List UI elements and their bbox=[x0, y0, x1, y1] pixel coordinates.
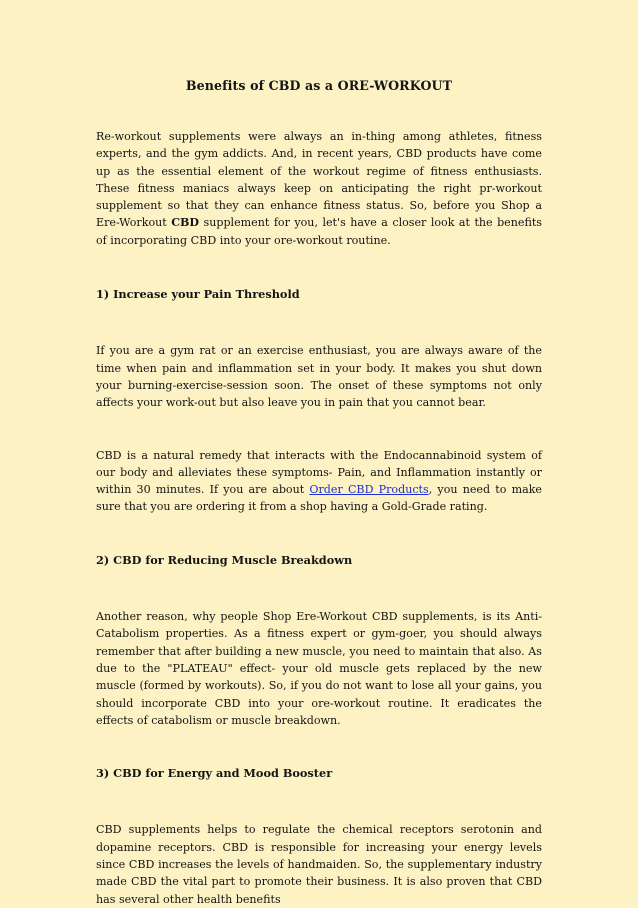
section-1-heading: 1) Increase your Pain Threshold bbox=[96, 287, 300, 302]
section-1-paragraph-2-end: , you need to make sure that you are ordering it from a shop having a Gold-Grade rating. bbox=[96, 483, 542, 514]
order-cbd-products-link[interactable]: Order CBD Products bbox=[309, 483, 429, 497]
section-3-paragraph-1: CBD supplements helps to regulate the chemical receptors serotonin and dopamine receptors. CBD is responsible for increasing your energy levels since CBD increases the levels of handmaiden. So, the supplementary industry made CBD the vital part to promote their business. It is also proven that CBD has several other health benefits bbox=[96, 823, 542, 906]
page-title: Benefits of CBD as a ORE-WORKOUT bbox=[185, 78, 453, 93]
intro-text-end: supplement for you, let's have a closer look at the benefits of incorporating CBD into your ore-workout routine. bbox=[96, 216, 543, 247]
section-2-heading: 2) CBD for Reducing Muscle Breakdown bbox=[96, 552, 353, 567]
section-1-paragraph-2-start: CBD is a natural remedy that interacts with the Endocannabinoid system of our body and alleviates these symptoms- Pain, and Inflammation instantly or within 30 minutes. If you are about bbox=[96, 448, 542, 497]
section-3-heading: 3) CBD for Energy and Mood Booster bbox=[96, 766, 333, 781]
section-1-paragraph-1: If you are a gym rat or an exercise enthusiast, you are always aware of the time when pain and inflammation set in your body. It makes you shut down your burning-exercise-session soon. The onset of these symptoms not only affects your work-out but also leave you in pain that you cannot bear. bbox=[96, 344, 542, 410]
intro-bold-cbd: CBD bbox=[171, 216, 200, 230]
intro-text-start: Re-workout supplements were always an in-thing among athletes, fitness experts, and the gym addicts. And, in recent years, CBD products have come up as the essential element of the workout regime of fitness enthusiasts. These fitness maniacs always keep on anticipating the right pr-workout supplement so that they can enhance fitness status. So, before you Shop a Ere-Workout bbox=[96, 130, 542, 230]
section-2-paragraph-1: Another reason, why people Shop Ere-Workout CBD supplements, is its Anti-Catabolism properties. As a fitness expert or gym-goer, you should always remember that after building a new muscle, you need to maintain that also. As due to the "PLATEAU" effect- your old muscle gets replaced by the new muscle (formed by workouts). So, if you do not want to lose all your gains, you should incorporate CBD into your ore-workout routine. It eradicates the effects of catabolism or muscle breakdown. bbox=[96, 610, 542, 727]
intro-paragraph bbox=[96, 128, 542, 249]
section-1-paragraph-2 bbox=[96, 447, 542, 516]
